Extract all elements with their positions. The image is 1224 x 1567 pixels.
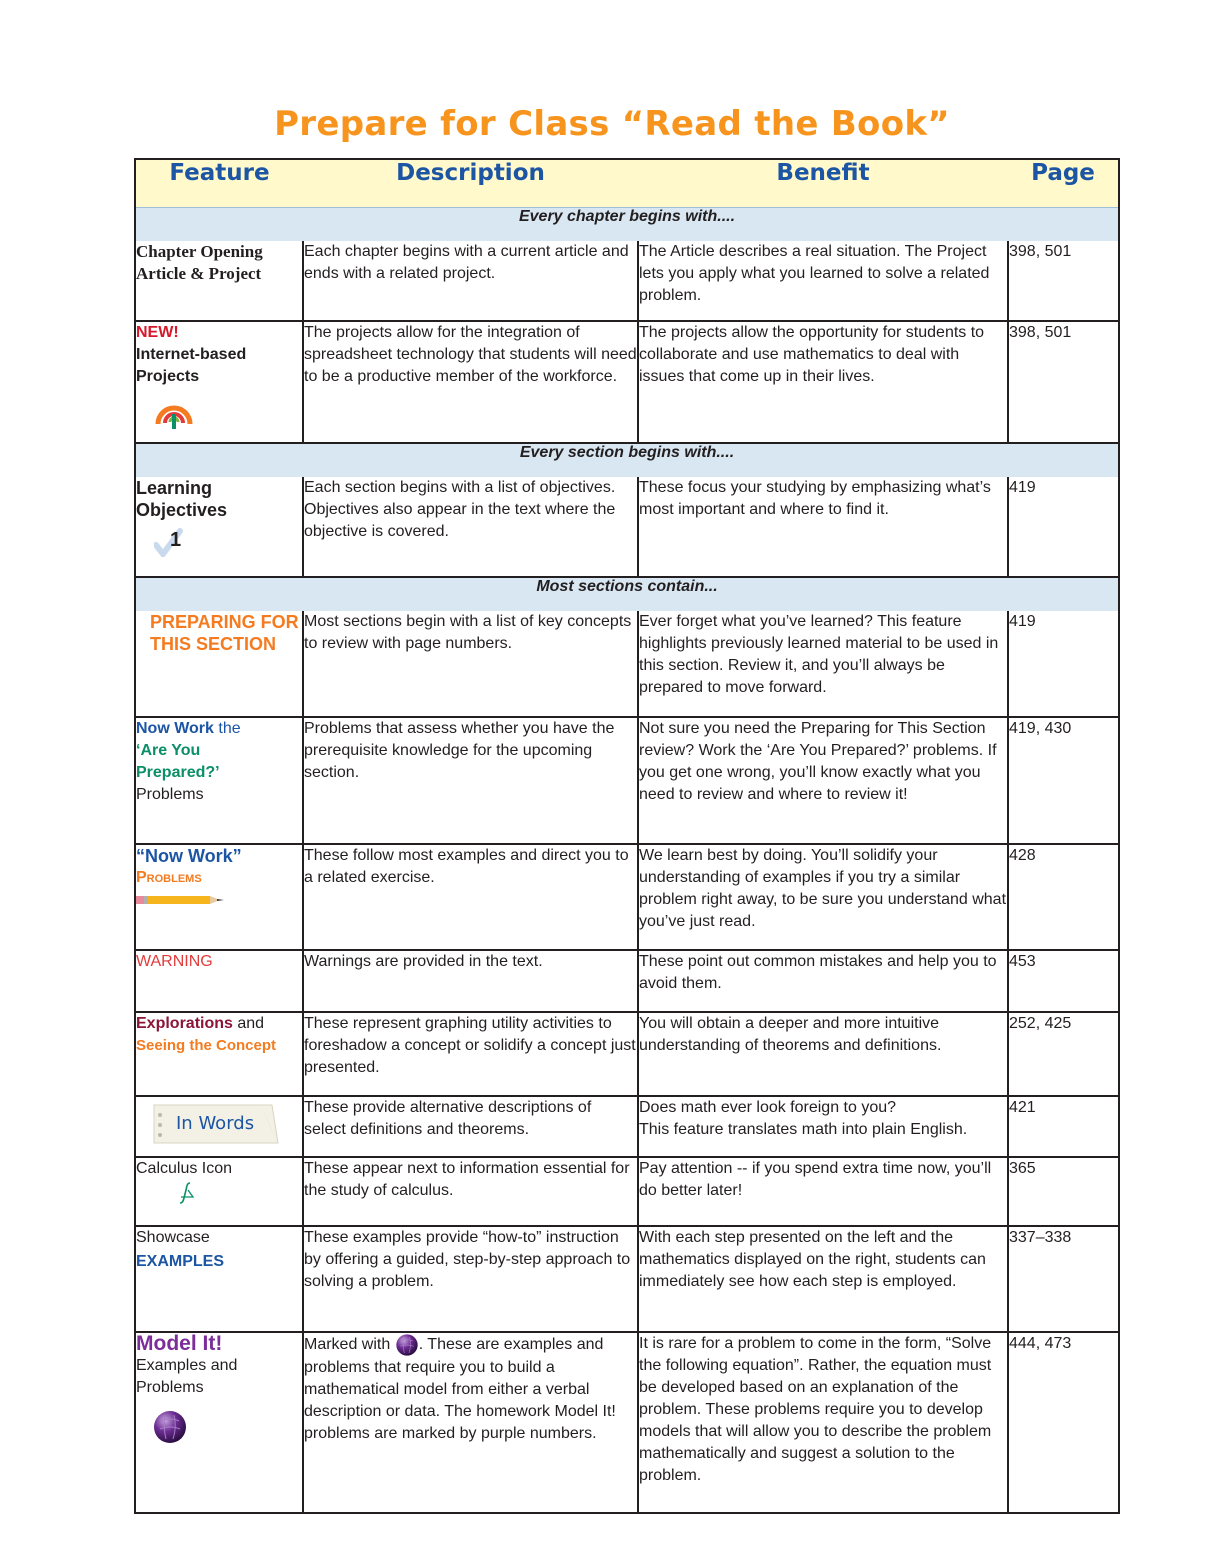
page-cell: 398, 501	[1009, 243, 1072, 260]
description-cell: Most sections begin with a list of key concepts to review with page numbers.	[303, 611, 638, 717]
table-row	[135, 1157, 1119, 1226]
header-description: Description	[303, 159, 638, 208]
benefit-cell: The Article describes a real situation. The Project lets you apply what you learned to solve a related problem.	[638, 241, 1008, 321]
header-benefit: Benefit	[638, 159, 1008, 208]
feature-cell	[135, 1157, 303, 1226]
benefit-cell: You will obtain a deeper and more intuitive understanding of theorems and definitions.	[638, 1012, 1008, 1096]
problems-label: Problems	[136, 869, 202, 886]
page-cell: 419	[1009, 613, 1036, 630]
band-label: Every section begins with....	[135, 443, 1119, 477]
description-cell: Each section begins with a list of objectives. Objectives also appear in the text where the objective is covered.	[303, 477, 638, 577]
table-row	[135, 477, 1119, 577]
benefit-cell: Not sure you need the Preparing for This Section review? Work the ‘Are You Prepared?’ problems. If you get one wrong, you’ll know exactly what you need to review and where to review it!	[638, 717, 1008, 844]
checkmark-icon	[154, 527, 194, 561]
page-cell: 453	[1008, 950, 1119, 1012]
feature-cell	[135, 844, 303, 950]
seeing-concept-label: Seeing the Concept	[136, 1037, 277, 1054]
in-words-note-icon	[152, 1103, 280, 1145]
feature-cell	[135, 1226, 303, 1332]
warning-label: WARNING	[136, 953, 213, 970]
description-text: Marked with	[304, 1336, 391, 1354]
objective-number: 1	[170, 529, 182, 551]
feature-cell	[135, 241, 303, 321]
description-cell: Problems that assess whether you have the prerequisite knowledge for the upcoming section.	[303, 717, 638, 844]
feature-cell	[135, 1012, 303, 1096]
now-work-label: Now Work	[136, 720, 214, 737]
description-cell: These appear next to information essential for the study of calculus.	[303, 1157, 638, 1226]
table-row	[135, 241, 1119, 321]
benefit-cell: With each step presented on the left and the mathematics displayed on the right, students can immediately see how each step is employed.	[638, 1226, 1008, 1332]
feature-label: PREPARING FOR	[150, 612, 299, 632]
feature-label: EXAMPLES	[136, 1253, 225, 1270]
feature-cell	[135, 950, 303, 1012]
table-row	[135, 844, 1119, 950]
feature-label: Problems	[136, 1379, 204, 1396]
feature-cell	[135, 611, 303, 717]
benefit-cell	[638, 1096, 1008, 1157]
pencil-icon	[136, 891, 302, 913]
feature-label: Article & Project	[136, 264, 262, 283]
benefit-cell: It is rare for a problem to come in the form, “Solve the following equation”. Rather, the equation must be developed based on an explanation of the problem. These problems require you to develop models that will allow you to describe the problem mathematically and suggest a solution to the problem.	[638, 1332, 1008, 1513]
feature-label: Internet-based	[136, 346, 247, 363]
page-cell: 419	[1009, 479, 1036, 496]
table-row	[135, 717, 1119, 844]
page-title: Prepare for Class “Read the Book”	[274, 104, 950, 144]
feature-label: Examples and	[136, 1357, 238, 1374]
table-row	[135, 950, 1119, 1012]
feature-label: Showcase	[136, 1229, 210, 1246]
benefit-cell: Ever forget what you’ve learned? This feature highlights previously learned material to be used in this section. Review it, and you’ll always be prepared to move forward.	[638, 611, 1008, 717]
in-words-label: In Words	[176, 1113, 255, 1134]
feature-label: Objectives	[136, 500, 228, 520]
benefit-cell: Pay attention -- if you spend extra time now, you’ll do better later!	[638, 1157, 1008, 1226]
page-cell: 365	[1008, 1157, 1119, 1226]
page-cell: 419, 430	[1008, 717, 1119, 844]
model-it-puzzle-icon	[152, 1409, 302, 1452]
table-row	[135, 321, 1119, 443]
feature-label: THIS SECTION	[150, 634, 277, 654]
description-cell: Each chapter begins with a current article and ends with a related project.	[303, 241, 638, 321]
feature-label: Calculus Icon	[136, 1160, 233, 1177]
table-row	[135, 1226, 1119, 1332]
internet-signal-icon	[154, 394, 302, 437]
page-cell: 444, 473	[1008, 1332, 1119, 1513]
feature-cell	[135, 717, 303, 844]
table-row	[135, 1096, 1119, 1157]
new-badge: NEW!	[136, 324, 179, 341]
band-label: Every chapter begins with....	[135, 208, 1119, 242]
now-work-label: “Now Work”	[136, 846, 242, 866]
page-cell: 428	[1008, 844, 1119, 950]
description-cell: The projects allow for the integration of spreadsheet technology that students will need to be a productive member of the workforce.	[303, 321, 638, 443]
feature-label: Chapter Opening	[136, 242, 263, 261]
section-band-chapter	[135, 208, 1119, 242]
description-cell: These examples provide “how-to” instruction by offering a guided, step-by-step approach to solving a problem.	[303, 1226, 638, 1332]
table-row	[135, 1332, 1119, 1513]
description-cell: These follow most examples and direct you to a related exercise.	[303, 844, 638, 950]
feature-label: Prepared?’	[136, 764, 220, 781]
header-page: Page	[1008, 159, 1119, 208]
description-cell: These provide alternative descriptions of select definitions and theorems.	[303, 1096, 638, 1157]
section-band-most	[135, 577, 1119, 611]
table-header-row	[135, 159, 1119, 208]
page-cell: 337–338	[1008, 1226, 1119, 1332]
benefit-cell: We learn best by doing. You’ll solidify your understanding of examples if you try a similar problem right away, to be sure you understand what you’ve just read.	[638, 844, 1008, 950]
page-cell: 252, 425	[1008, 1012, 1119, 1096]
header-feature: Feature	[135, 159, 303, 208]
feature-label: Projects	[136, 368, 200, 385]
feature-cell	[135, 1332, 303, 1513]
benefit-line: This feature translates math into plain English.	[639, 1121, 968, 1138]
calculus-icon	[178, 1182, 302, 1211]
section-band-section	[135, 443, 1119, 477]
benefit-line: Does math ever look foreign to you?	[639, 1099, 897, 1116]
feature-label	[136, 1013, 302, 1035]
explorations-label: Explorations	[136, 1015, 233, 1032]
feature-label	[136, 718, 302, 740]
feature-label: Problems	[136, 786, 204, 803]
description-cell: These represent graphing utility activities to foreshadow a concept or solidify a concept just presented.	[303, 1012, 638, 1096]
model-it-inline-icon	[395, 1333, 419, 1357]
feature-label-the: the	[213, 720, 241, 737]
benefit-cell: These point out common mistakes and help you to avoid them.	[638, 950, 1008, 1012]
description-cell: Warnings are provided in the text.	[303, 950, 638, 1012]
model-it-title: Model It!	[136, 1332, 223, 1355]
feature-label: ‘Are You	[136, 742, 201, 759]
description-text: . These are examples and problems that require you to build a mathematical model from either a verbal description or data. The homework Model It! problems are marked by purple numbers.	[304, 1336, 616, 1442]
feature-cell	[135, 321, 303, 443]
feature-label-and: and	[232, 1015, 265, 1032]
benefit-cell: These focus your studying by emphasizing what’s most important and where to find it.	[638, 477, 1008, 577]
table-row	[135, 611, 1119, 717]
description-cell	[303, 1332, 638, 1513]
feature-label: Learning	[136, 478, 213, 498]
benefit-cell: The projects allow the opportunity for students to collaborate and use mathematics to deal with issues that come up in their lives.	[638, 321, 1008, 443]
feature-cell	[135, 1096, 303, 1157]
page-cell: 421	[1008, 1096, 1119, 1157]
page-cell: 398, 501	[1008, 321, 1119, 443]
band-label: Most sections contain...	[135, 577, 1119, 611]
features-table	[134, 158, 1120, 1514]
feature-cell	[135, 477, 303, 577]
table-row	[135, 1012, 1119, 1096]
